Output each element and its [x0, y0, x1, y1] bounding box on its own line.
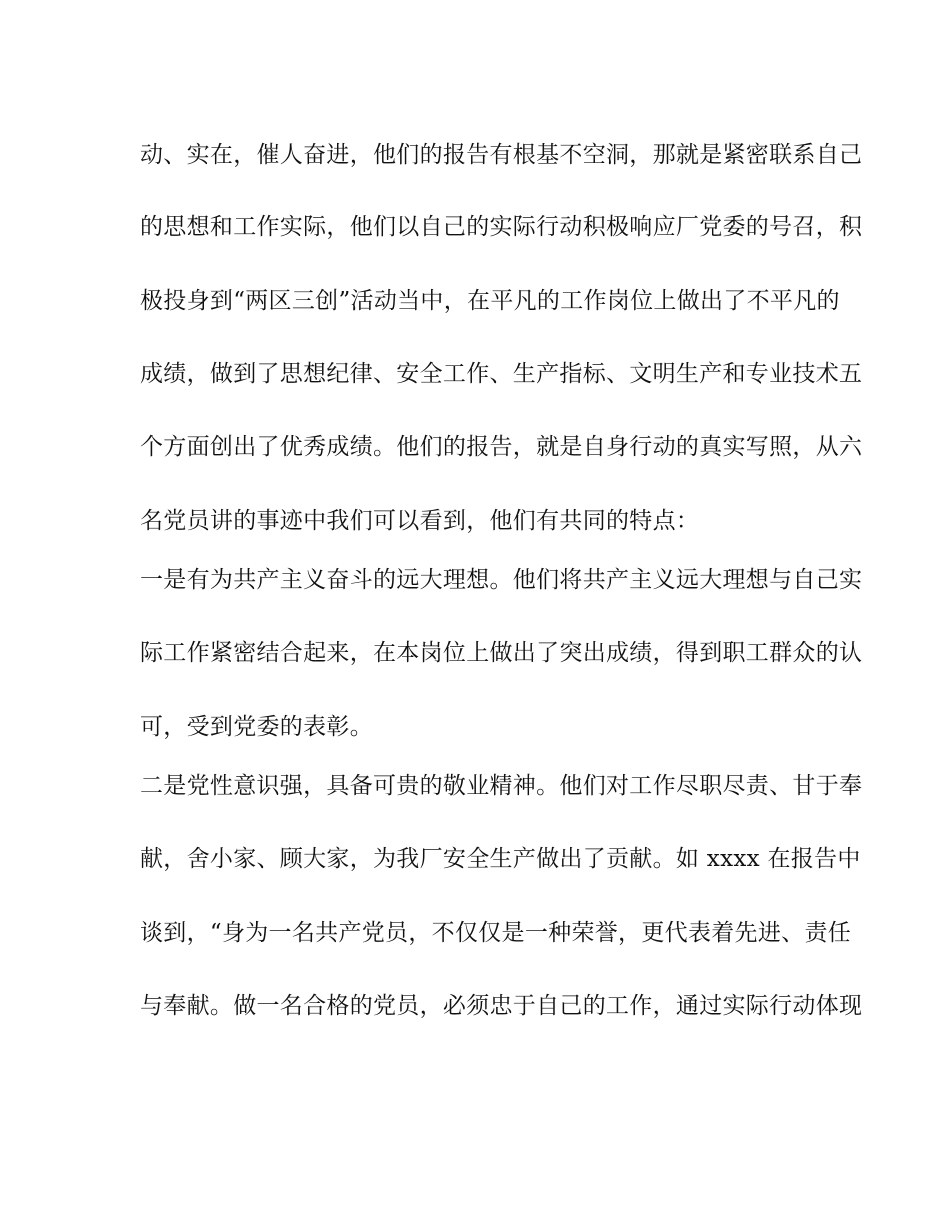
paragraph-line: 的思想和工作实际，他们以自己的实际行动积极响应厂党委的号召，积 [140, 214, 863, 240]
paragraph-line: 名党员讲的事迹中我们可以看到，他们有共同的特点： [140, 508, 700, 534]
paragraph-line: 动、实在，催人奋进，他们的报告有根基不空洞，那就是紧密联系自己 [140, 142, 863, 168]
paragraph-line: 谈到，“身为一名共产党员，不仅仅是一种荣誉，更代表着先进、责任 [140, 920, 852, 946]
paragraph-line: 献，舍小家、顾大家，为我厂安全生产做出了贡献。如 xxxx 在报告中 [140, 846, 861, 872]
paragraph-line: 极投身到“两区三创”活动当中，在平凡的工作岗位上做出了不平凡的 [140, 288, 840, 314]
paragraph-line: 个方面创出了优秀成绩。他们的报告，就是自身行动的真实写照，从六 [140, 434, 863, 460]
paragraph-line: 可，受到党委的表彰。 [140, 714, 373, 740]
paragraph-line: 成绩，做到了思想纪律、安全工作、生产指标、文明生产和专业技术五 [140, 361, 863, 387]
paragraph-line: 二是党性意识强，具备可贵的敬业精神。他们对工作尽职尽责、甘于奉 [140, 773, 863, 799]
paragraph-line: 与奉献。做一名合格的党员，必须忠于自己的工作，通过实际行动体现 [140, 993, 863, 1019]
paragraph-line: 际工作紧密结合起来，在本岗位上做出了突出成绩，得到职工群众的认 [140, 640, 863, 666]
paragraph-line: 一是有为共产主义奋斗的远大理想。他们将共产主义远大理想与自己实 [140, 567, 863, 593]
